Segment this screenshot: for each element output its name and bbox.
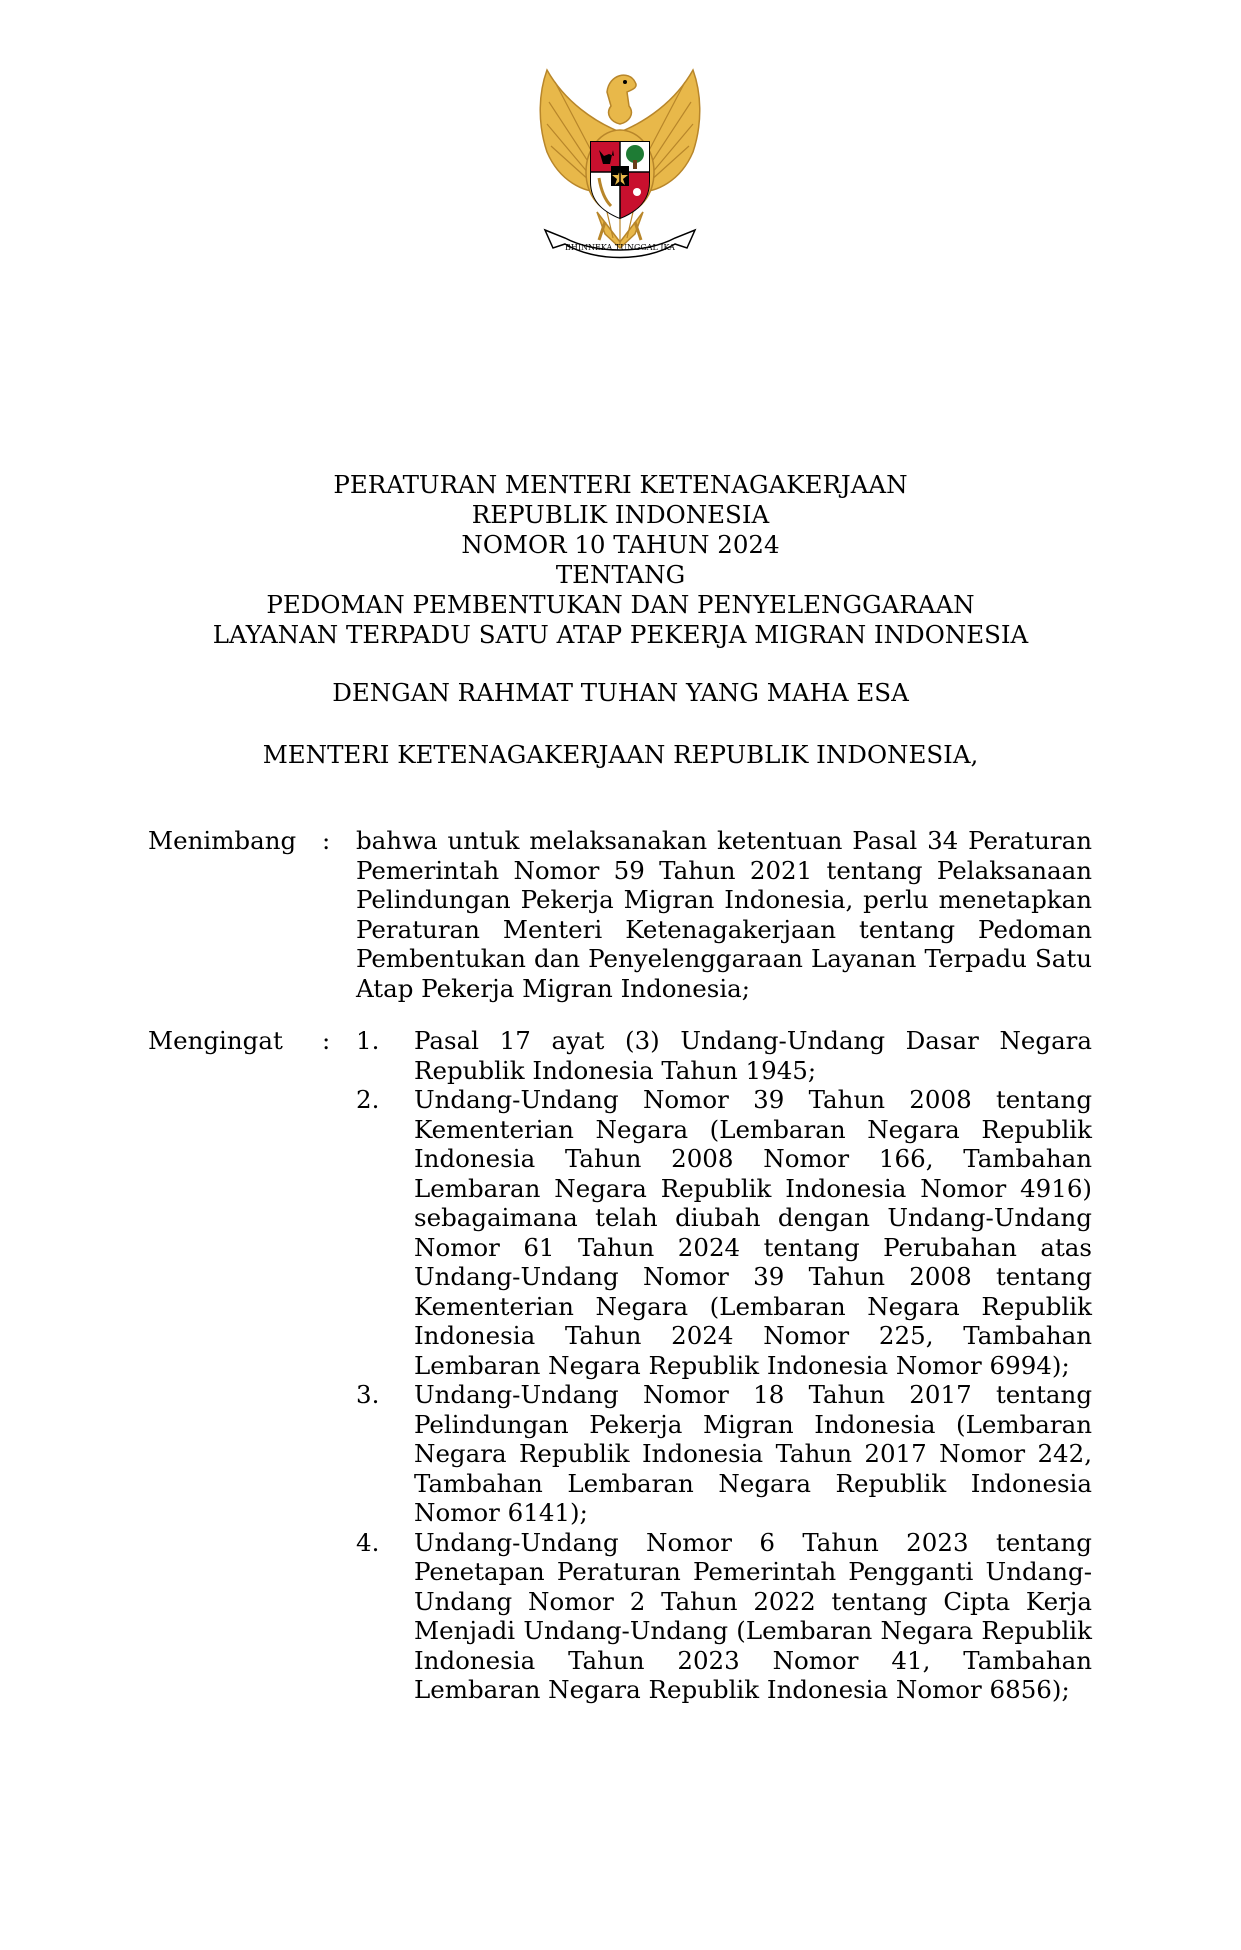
- title-line: PERATURAN MENTERI KETENAGAKERJAAN: [333, 470, 908, 499]
- item-number: 3.: [356, 1380, 380, 1409]
- item-text: Undang-Undang Nomor 39 Tahun 2008 tentang Kementerian Negara (Lembaran Negara Republik Indonesia Tahun 2008 Nomor 166, Tambahan Lembaran Negara Republik Indonesia Nomor 4916) sebagaimana telah diubah dengan Undang-Undang Nomor 61 Tahun 2024 tentang Perubahan atas Undang-Undang Nomor 39 Tahun 2008 tentang Kementerian Negara (Lembaran Negara Republik Indonesia Tahun 2024 Nomor 225, Tambahan Lembaran Negara Republik Indonesia Nomor 6994);: [414, 1085, 1092, 1380]
- list-item: [356, 1528, 1092, 1705]
- item-text: Undang-Undang Nomor 6 Tahun 2023 tentang Penetapan Peraturan Pemerintah Pengganti Undang-Undang Nomor 2 Tahun 2022 tentang Cipta Kerja Menjadi Undang-Undang (Lembaran Negara Republik Indonesia Tahun 2023 Nomor 41, Tambahan Lembaran Negara Republik Indonesia Nomor 6856);: [414, 1527, 1092, 1704]
- mengingat-list: [356, 1026, 1092, 1705]
- list-item: [356, 1085, 1092, 1380]
- list-item: [356, 1380, 1092, 1528]
- menimbang-colon: :: [322, 826, 331, 855]
- mengingat-label: Mengingat: [148, 1026, 283, 1055]
- emblem-motto: BHINNEKA TUNGGAL IKA: [565, 243, 675, 252]
- title-line: REPUBLIK INDONESIA: [471, 500, 770, 529]
- preamble: DENGAN RAHMAT TUHAN YANG MAHA ESA: [332, 678, 909, 707]
- title-line: PEDOMAN PEMBENTUKAN DAN PENYELENGGARAAN: [266, 590, 975, 619]
- title-line: LAYANAN TERPADU SATU ATAP PEKERJA MIGRAN INDONESIA: [212, 620, 1029, 649]
- item-text: Pasal 17 ayat (3) Undang-Undang Dasar Negara Republik Indonesia Tahun 1945;: [414, 1026, 1092, 1085]
- garuda-pancasila-emblem: [525, 62, 715, 272]
- menimbang-text: bahwa untuk melaksanakan ketentuan Pasal 34 Peraturan Pemerintah Nomor 59 Tahun 2021 tentang Pelaksanaan Pelindungan Pekerja Migran Indonesia, perlu menetapkan Peraturan Menteri Ketenagakerjaan tentang Pedoman Pembentukan dan Penyelenggaraan Layanan Terpadu Satu Atap Pekerja Migran Indonesia;: [356, 826, 1092, 1003]
- list-item: [356, 1026, 1092, 1085]
- menimbang-label: Menimbang: [148, 826, 297, 855]
- item-text: Undang-Undang Nomor 18 Tahun 2017 tentang Pelindungan Pekerja Migran Indonesia (Lembaran Negara Republik Indonesia Tahun 2017 Nomor 242, Tambahan Lembaran Negara Republik Indonesia Nomor 6141);: [414, 1380, 1092, 1527]
- item-number: 4.: [356, 1527, 380, 1557]
- issuer: MENTERI KETENAGAKERJAAN REPUBLIK INDONESIA,: [262, 740, 979, 769]
- title-line: TENTANG: [555, 560, 686, 589]
- item-number: 2.: [356, 1085, 380, 1114]
- mengingat-colon: :: [322, 1026, 331, 1055]
- item-number: 1.: [356, 1026, 380, 1055]
- title-line: NOMOR 10 TAHUN 2024: [461, 530, 780, 559]
- regulation-title: [0, 470, 1241, 650]
